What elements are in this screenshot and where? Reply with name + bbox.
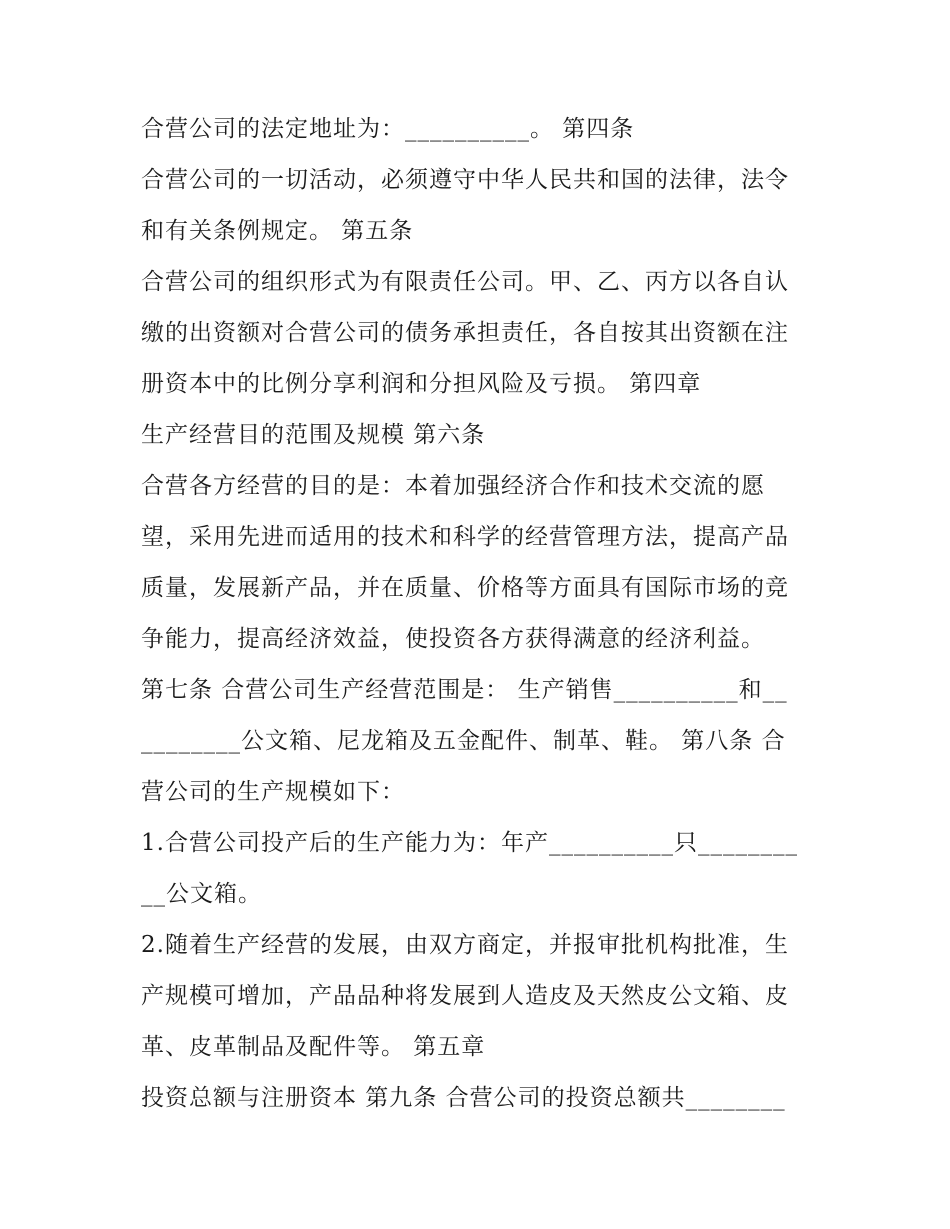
- text-line: __公文箱。: [141, 881, 262, 907]
- text-line: 营公司的生产规模如下：: [141, 779, 405, 805]
- text-line: 第七条 合营公司生产经营范围是： 生产销售__________和__: [141, 677, 788, 703]
- text-line: 望，采用先进而适用的技术和科学的经营管理方法，提高产品: [141, 524, 789, 550]
- text-line: 合营各方经营的目的是：本着加强经济合作和技术交流的愿: [141, 473, 765, 499]
- text-line: 合营公司的组织形式为有限责任公司。甲、乙、丙方以各自认: [141, 269, 789, 295]
- text-line: 革、皮革制品及配件等。 第五章: [141, 1034, 486, 1060]
- text-line: 合营公司的法定地址为：__________。 第四条: [141, 116, 635, 142]
- text-line: ________公文箱、尼龙箱及五金配件、制革、鞋。 第八条 合: [141, 728, 786, 754]
- text-line: 1.合营公司投产后的生产能力为：年产__________只________: [141, 830, 798, 856]
- text-line: 册资本中的比例分享利润和分担风险及亏损。 第四章: [141, 371, 702, 397]
- text-line: 争能力，提高经济效益，使投资各方获得满意的经济利益。: [141, 626, 765, 652]
- text-line: 产规模可增加，产品品种将发展到人造皮及天然皮公文箱、皮: [141, 983, 789, 1009]
- text-line: 投资总额与注册资本 第九条 合营公司的投资总额共________: [141, 1085, 786, 1111]
- text-line: 生产经营目的范围及规模 第六条: [141, 422, 486, 448]
- text-line: 合营公司的一切活动，必须遵守中华人民共和国的法律，法令: [141, 167, 789, 193]
- text-line: 质量，发展新产品，并在质量、价格等方面具有国际市场的竞: [141, 575, 789, 601]
- text-line: 2.随着生产经营的发展，由双方商定，并报审批机构批准，生: [141, 932, 789, 958]
- text-line: 缴的出资额对合营公司的债务承担责任，各自按其出资额在注: [141, 320, 789, 346]
- text-line: 和有关条例规定。 第五条: [141, 218, 414, 244]
